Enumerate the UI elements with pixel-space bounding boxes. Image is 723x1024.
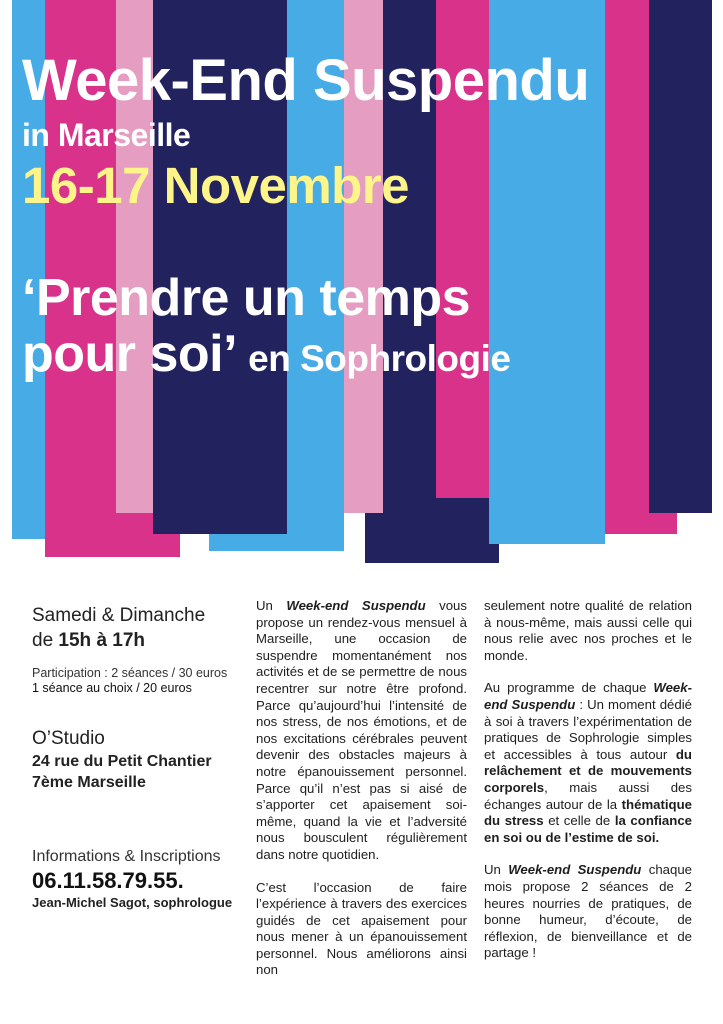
tagline-line-2	[22, 325, 511, 383]
price-full: Participation : 2 séances / 30 euros	[32, 666, 228, 680]
event-time	[32, 628, 247, 653]
color-stripe	[649, 0, 712, 513]
paragraph-experience-part-1: C’est l’occasion de faire l’expérience à travers des exercices guidés de cet apaisement pour nous mener à un épanouissement personnel. Nous améliorons ainsi non	[256, 879, 467, 978]
paragraph-program: Au programme de chaque Week-end Suspendu : Un moment dédié à soi à travers l’expérimentation de pratiques de Sophrologie simples et accessibles à tous autour du relâchement et de mouvements corporels, mais aussi des échanges autour de la thématique du stress et celle de la confiance en soi ou de l’estime de soi.	[484, 680, 692, 845]
paragraph-experience-part-2: seulement notre qualité de relation à nous-même, mais aussi celle qui nous relie avec nos proches et le monde.	[484, 598, 692, 663]
brand-emphasis: Week-end Suspendu	[508, 862, 642, 878]
contact-label: Informations & Inscriptions	[32, 848, 221, 865]
event-title: Week-End Suspendu	[22, 48, 590, 113]
contact-name: Jean-Michel Sagot, sophrologue	[32, 895, 233, 910]
event-days: Samedi & Dimanche	[32, 605, 206, 626]
venue-address-line-2: 7ème Marseille	[32, 774, 146, 791]
info-column	[32, 603, 247, 910]
description-column-1	[256, 598, 467, 979]
tagline-suffix: en Sophrologie	[248, 338, 511, 379]
event-dates: 16-17 Novembre	[22, 157, 410, 214]
venue-name: O’Studio	[32, 728, 105, 749]
brand-emphasis: Week-end Suspendu	[286, 598, 426, 613]
brand-emphasis: Week-end Suspendu	[484, 680, 692, 712]
contact-phone[interactable]: 06.11.58.79.55.	[32, 868, 184, 893]
venue-address-line-1: 24 rue du Petit Chantier	[32, 753, 212, 770]
time-prefix: de	[32, 630, 54, 651]
tagline-line-2-main: pour soi’	[22, 325, 235, 383]
paragraph-monthly: Un Week-end Suspendu chaque mois propose 2 séances de 2 heures nourries de pratiques, de bonne humeur, d’écoute, de réflexion, de bienveillance et de partage !	[484, 862, 692, 961]
paragraph-intro: Un Week-end Suspendu vous propose un rendez-vous mensuel à Marseille, une occasion de suspendre momentanément nos activités et de se permettre de nous recentrer sur notre être profond. Parce qu’aujourd’hui l’intensité de nos stress, de nos émotions, et de nos excitations cérébrales peuvent devenir des obstacles majeurs à notre épanouissement personnel. Parce qu’il n’est pas si aisé de s’apporter cet apaisement soi-même, quand la vie et l’adversité nous bousculent régulièrement dans notre quotidien.	[256, 598, 467, 862]
tagline-line-1: ‘Prendre un temps	[22, 269, 471, 327]
event-city: in Marseille	[22, 117, 191, 153]
time-value: 15h à 17h	[58, 630, 146, 651]
price-single: 1 séance au choix / 20 euros	[32, 681, 192, 695]
description-column-2	[484, 598, 692, 962]
